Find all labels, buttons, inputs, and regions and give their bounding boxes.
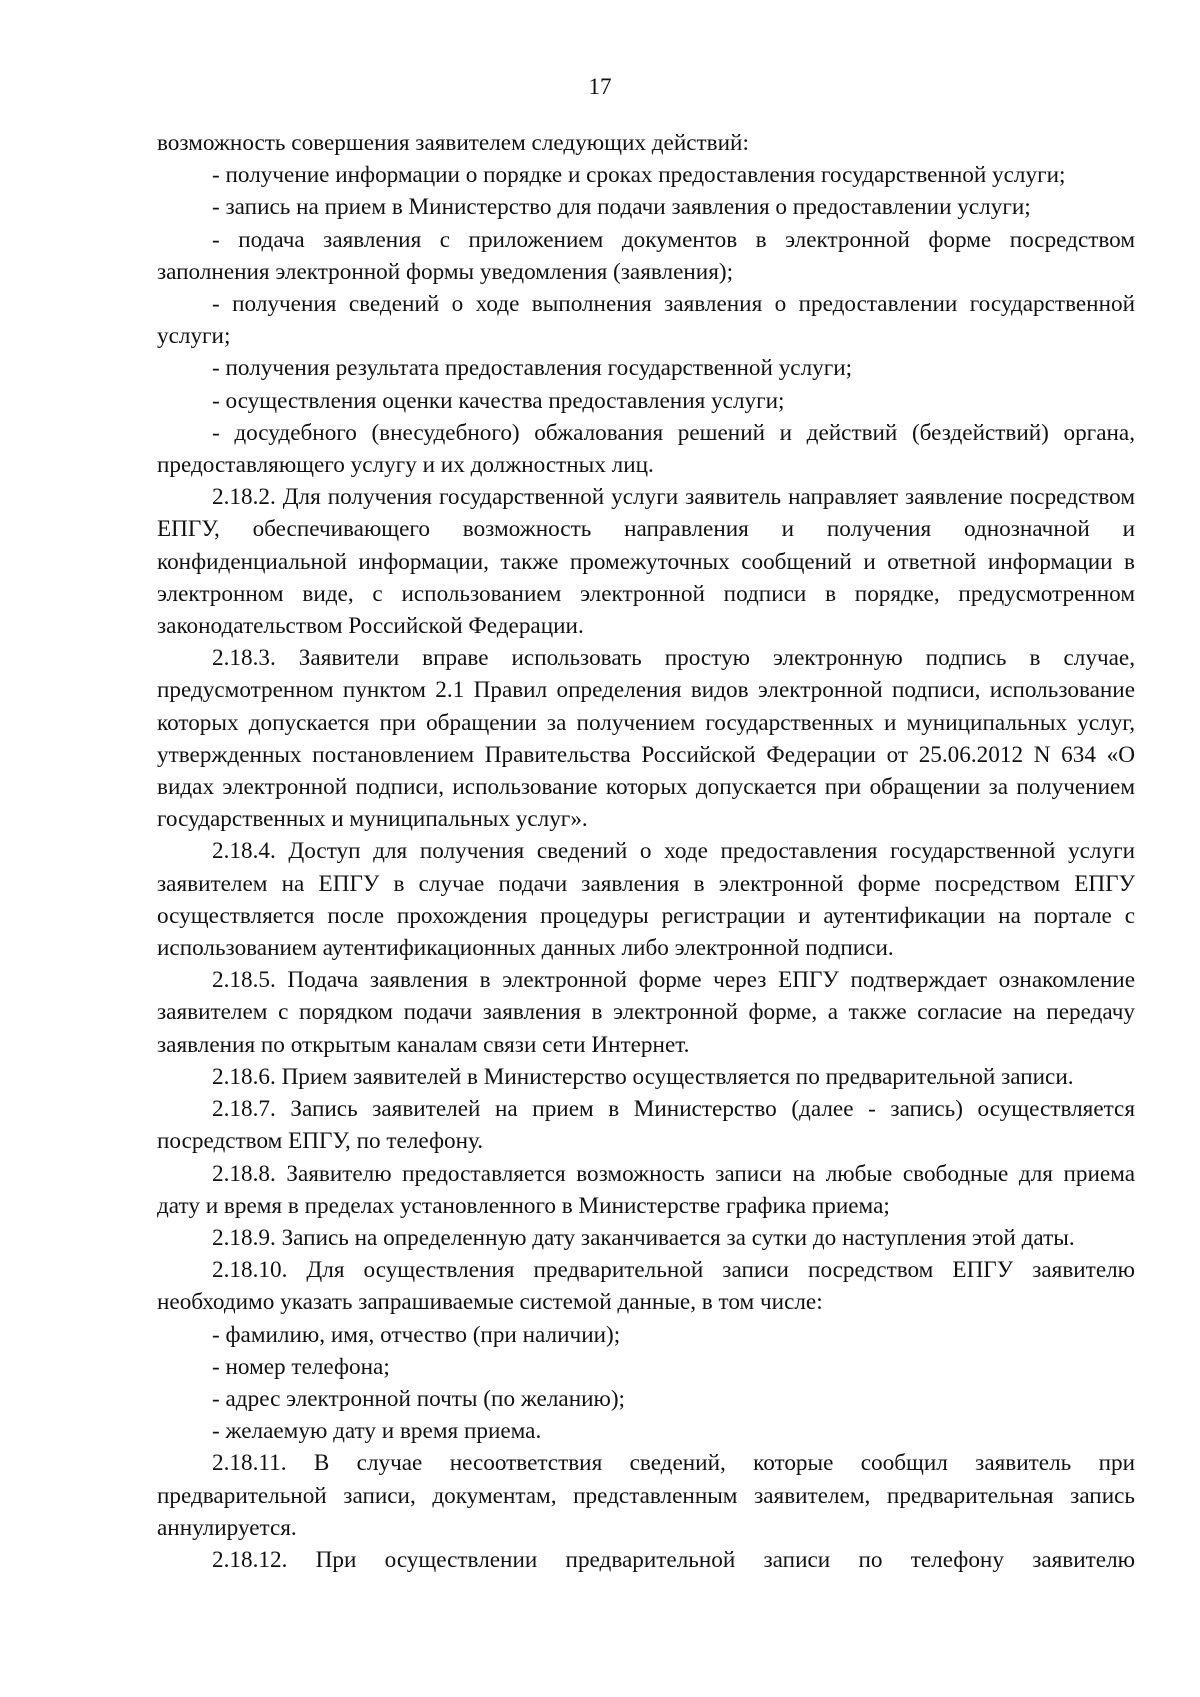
paragraph: 2.18.12. При осуществлении предварительной записи по телефону заявителю [212,1546,1135,1573]
paragraph: 2.18.9. Запись на определенную дату заканчивается за сутки до наступления этой даты. [212,1224,1075,1251]
document-body [157,127,1135,1576]
paragraph: 2.18.8. Заявителю предоставляется возможность записи на любые свободные для приема дату и время в пределах установленного в Министерстве графика приема; [157,1160,1135,1219]
paragraph: - получения сведений о ходе выполнения заявления о предоставлении государственной услуги; [157,291,1135,350]
paragraph: 2.18.10. Для осуществления предварительной записи посредством ЕПГУ заявителю необходимо указать запрашиваемые системой данные, в том числе: [157,1257,1135,1316]
paragraph: 2.18.6. Прием заявителей в Министерство осуществляется по предварительной записи. [212,1063,1074,1090]
paragraph: 2.18.5. Подача заявления в электронной форме через ЕПГУ подтверждает ознакомление заявителем с порядком подачи заявления в электронной форме, а также согласие на передачу заявления по открытым каналам связи сети Интернет. [157,967,1135,1058]
paragraph: 2.18.11. В случае несоответствия сведений, которые сообщил заявитель при предварительной записи, документам, представленным заявителем, предварительная запись аннулируется. [157,1450,1135,1541]
paragraph: - получения результата предоставления государственной услуги; [212,355,853,382]
paragraph: - желаемую дату и время приема. [212,1418,542,1445]
paragraph: - номер телефона; [212,1353,390,1380]
paragraph: возможность совершения заявителем следующих действий: [157,130,749,156]
paragraph: - подача заявления с приложением документов в электронной форме посредством заполнения электронной формы уведомления (заявления); [157,226,1135,285]
paragraph: 2.18.7. Запись заявителей на прием в Министерство (далее - запись) осуществляется посредством ЕПГУ, по телефону. [157,1096,1135,1155]
paragraph: - досудебного (внесудебного) обжалования решений и действий (бездействий) органа, предоставляющего услугу и их должностных лиц. [157,419,1135,479]
paragraph: - адрес электронной почты (по желанию); [212,1385,626,1412]
paragraph: - запись на прием в Министерство для подачи заявления о предоставлении услуги; [212,194,1031,221]
paragraph: 2.18.3. Заявители вправе использовать простую электронную подпись в случае, предусмотренном пунктом 2.1 Правил определения видов электронной подписи, использование которых допускается при обращении за получением государственных и муниципальных услуг, утвержденных постановлением Правительства Российской Федерации от 25.06.2012 N 634 «О видах электронной подписи, использование которых допускается при обращении за получением государственных и муниципальных услуг». [157,645,1135,833]
page-number: 17 [588,74,612,99]
paragraph: 2.18.2. Для получения государственной услуги заявитель направляет заявление посредством ЕПГУ, обеспечивающего возможность направления и получения однозначной и конфиденциальной информации, также промежуточных сообщений и ответной информации в электронном виде, с использованием электронной подписи в порядке, предусмотренном законодательством Российской Федерации. [157,484,1135,640]
paragraph: - фамилию, имя, отчество (при наличии); [212,1321,621,1348]
paragraph: - осуществления оценки качества предоставления услуги; [212,387,785,414]
paragraph: - получение информации о порядке и сроках предоставления государственной услуги; [212,162,1066,189]
paragraph: 2.18.4. Доступ для получения сведений о ходе предоставления государственной услуги заявителем на ЕПГУ в случае подачи заявления в электронной форме посредством ЕПГУ осуществляется после прохождения процедуры регистрации и аутентификации на портале с использованием аутентификационных данных либо электронной подписи. [157,838,1135,962]
